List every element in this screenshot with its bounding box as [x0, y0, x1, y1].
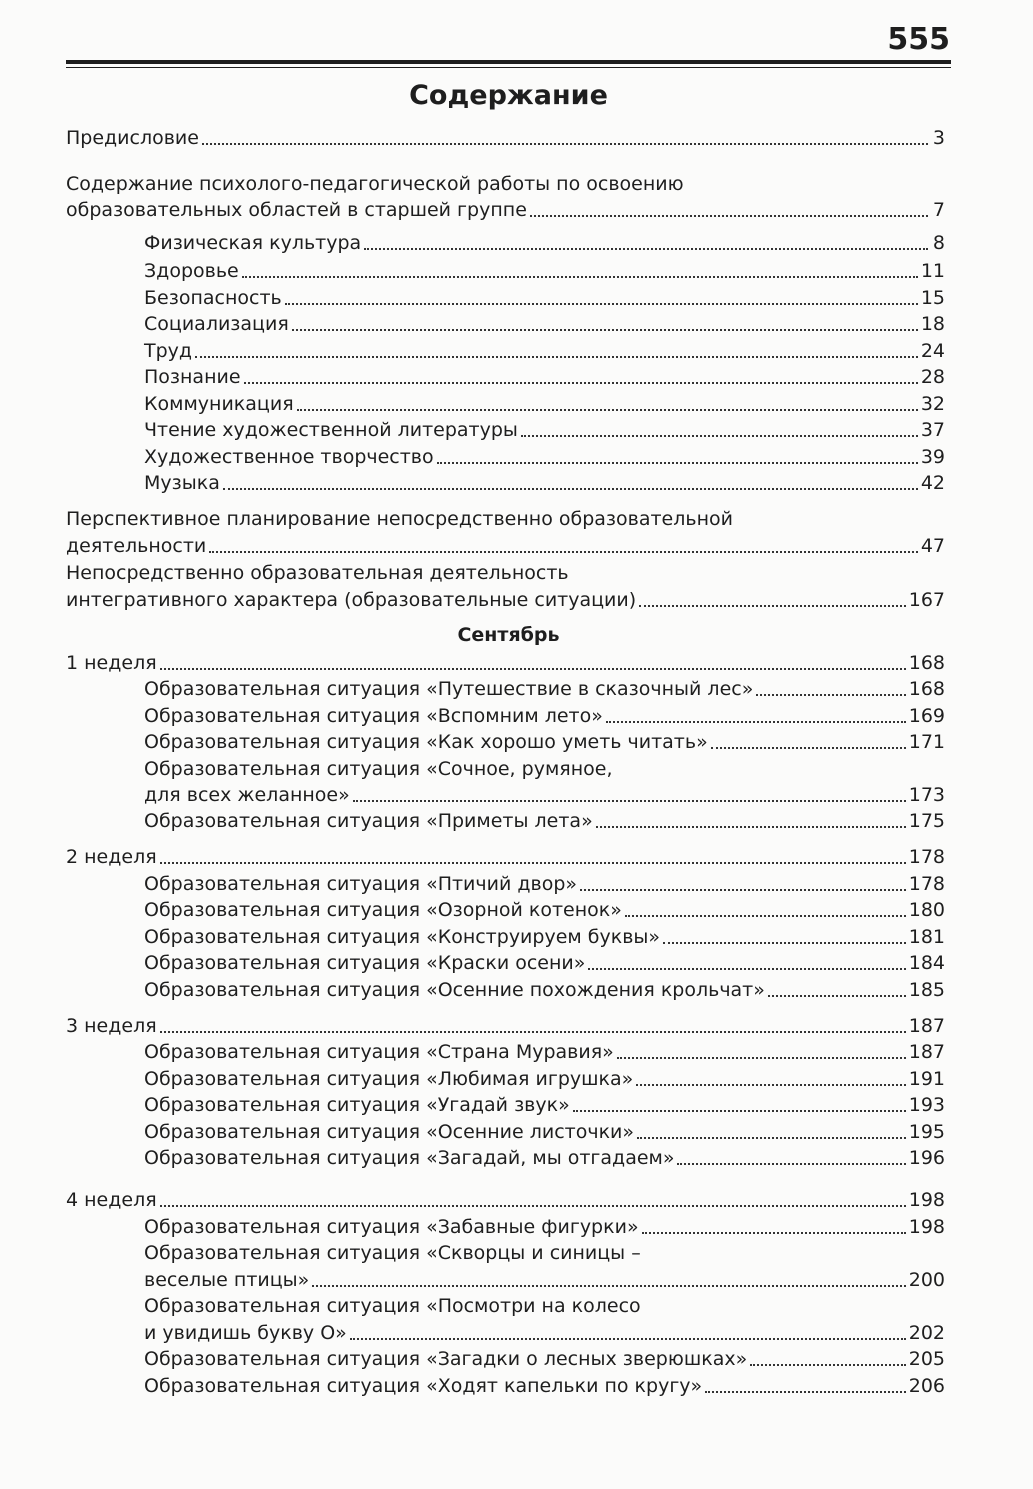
toc-entry-art[interactable]: Художественное творчество 39 [144, 446, 945, 468]
toc-situation[interactable]: Образовательная ситуация «Ходят капельки по кругу» 206 [144, 1375, 945, 1397]
toc-situation[interactable]: Образовательная ситуация «Загадки о лесных зверюшках» 205 [144, 1348, 945, 1370]
toc-situation[interactable]: Образовательная ситуация «Конструируем буквы» 181 [144, 926, 945, 948]
toc-situation-line1: Образовательная ситуация «Сочное, румяное, [144, 758, 613, 780]
toc-entry-activity[interactable]: интегративного характера (образовательные ситуации) 167 [66, 589, 945, 611]
toc-situation[interactable]: Образовательная ситуация «Любимая игрушка» 191 [144, 1068, 945, 1090]
toc-week-2[interactable]: 2 неделя 178 [66, 846, 945, 868]
toc-situation-line1: Образовательная ситуация «Скворцы и синицы – [144, 1242, 641, 1264]
toc-week-4[interactable]: 4 неделя 198 [66, 1189, 945, 1211]
toc-entry-content-line1: Содержание психолого-педагогической работы по освоению [66, 173, 684, 195]
toc-week-1[interactable]: 1 неделя 168 [66, 652, 945, 674]
toc-situation[interactable]: Образовательная ситуация «Вспомним лето» 169 [144, 705, 945, 727]
toc-week-3[interactable]: 3 неделя 187 [66, 1015, 945, 1037]
toc-situation-line1: Образовательная ситуация «Посмотри на колесо [144, 1295, 641, 1317]
toc-situation[interactable]: Образовательная ситуация «Угадай звук» 193 [144, 1094, 945, 1116]
toc-situation[interactable]: Образовательная ситуация «Загадай, мы отгадаем» 196 [144, 1147, 945, 1169]
toc-entry-safety[interactable]: Безопасность 15 [144, 287, 945, 309]
header-rule [66, 60, 951, 64]
page-number: 555 [887, 22, 950, 57]
toc-entry-health[interactable]: Здоровье 11 [144, 260, 945, 282]
toc-situation[interactable]: Образовательная ситуация «Как хорошо уметь читать» 171 [144, 731, 945, 753]
toc-entry-preface[interactable]: Предисловие 3 [66, 127, 945, 149]
toc-entry-physical-culture[interactable]: Физическая культура 8 [144, 232, 945, 254]
toc-entry-reading[interactable]: Чтение художественной литературы 37 [144, 419, 945, 441]
toc-entry-planning[interactable]: деятельности 47 [66, 535, 945, 557]
toc-situation[interactable]: Образовательная ситуация «Страна Муравия» 187 [144, 1041, 945, 1063]
toc-entry-content[interactable]: образовательных областей в старшей группе 7 [66, 199, 945, 221]
toc-situation[interactable]: Образовательная ситуация «Озорной котенок» 180 [144, 899, 945, 921]
toc-entry-labor[interactable]: Труд 24 [144, 340, 945, 362]
toc-situation[interactable]: Образовательная ситуация «Краски осени» 184 [144, 952, 945, 974]
header-rule-thin [66, 67, 951, 68]
toc-situation[interactable]: и увидишь букву О» 202 [144, 1322, 945, 1344]
toc-entry-cognition[interactable]: Познание 28 [144, 366, 945, 388]
toc-entry-music[interactable]: Музыка 42 [144, 472, 945, 494]
toc-situation[interactable]: Образовательная ситуация «Приметы лета» 175 [144, 810, 945, 832]
toc-situation[interactable]: Образовательная ситуация «Осенние листочки» 195 [144, 1121, 945, 1143]
page-title: Содержание [409, 80, 608, 111]
toc-situation[interactable]: Образовательная ситуация «Птичий двор» 178 [144, 873, 945, 895]
toc-situation[interactable]: Образовательная ситуация «Путешествие в сказочный лес» 168 [144, 678, 945, 700]
toc-situation[interactable]: для всех желанное» 173 [144, 784, 945, 806]
toc-situation[interactable]: Образовательная ситуация «Осенние похождения крольчат» 185 [144, 979, 945, 1001]
toc-entry-activity-line1: Непосредственно образовательная деятельность [66, 562, 569, 584]
toc-situation[interactable]: Образовательная ситуация «Забавные фигурки» 198 [144, 1216, 945, 1238]
toc-entry-communication[interactable]: Коммуникация 32 [144, 393, 945, 415]
toc-situation[interactable]: веселые птицы» 200 [144, 1269, 945, 1291]
toc-entry-planning-line1: Перспективное планирование непосредственно образовательной [66, 508, 733, 530]
section-heading: Сентябрь [457, 624, 560, 646]
toc-entry-socialization[interactable]: Социализация 18 [144, 313, 945, 335]
